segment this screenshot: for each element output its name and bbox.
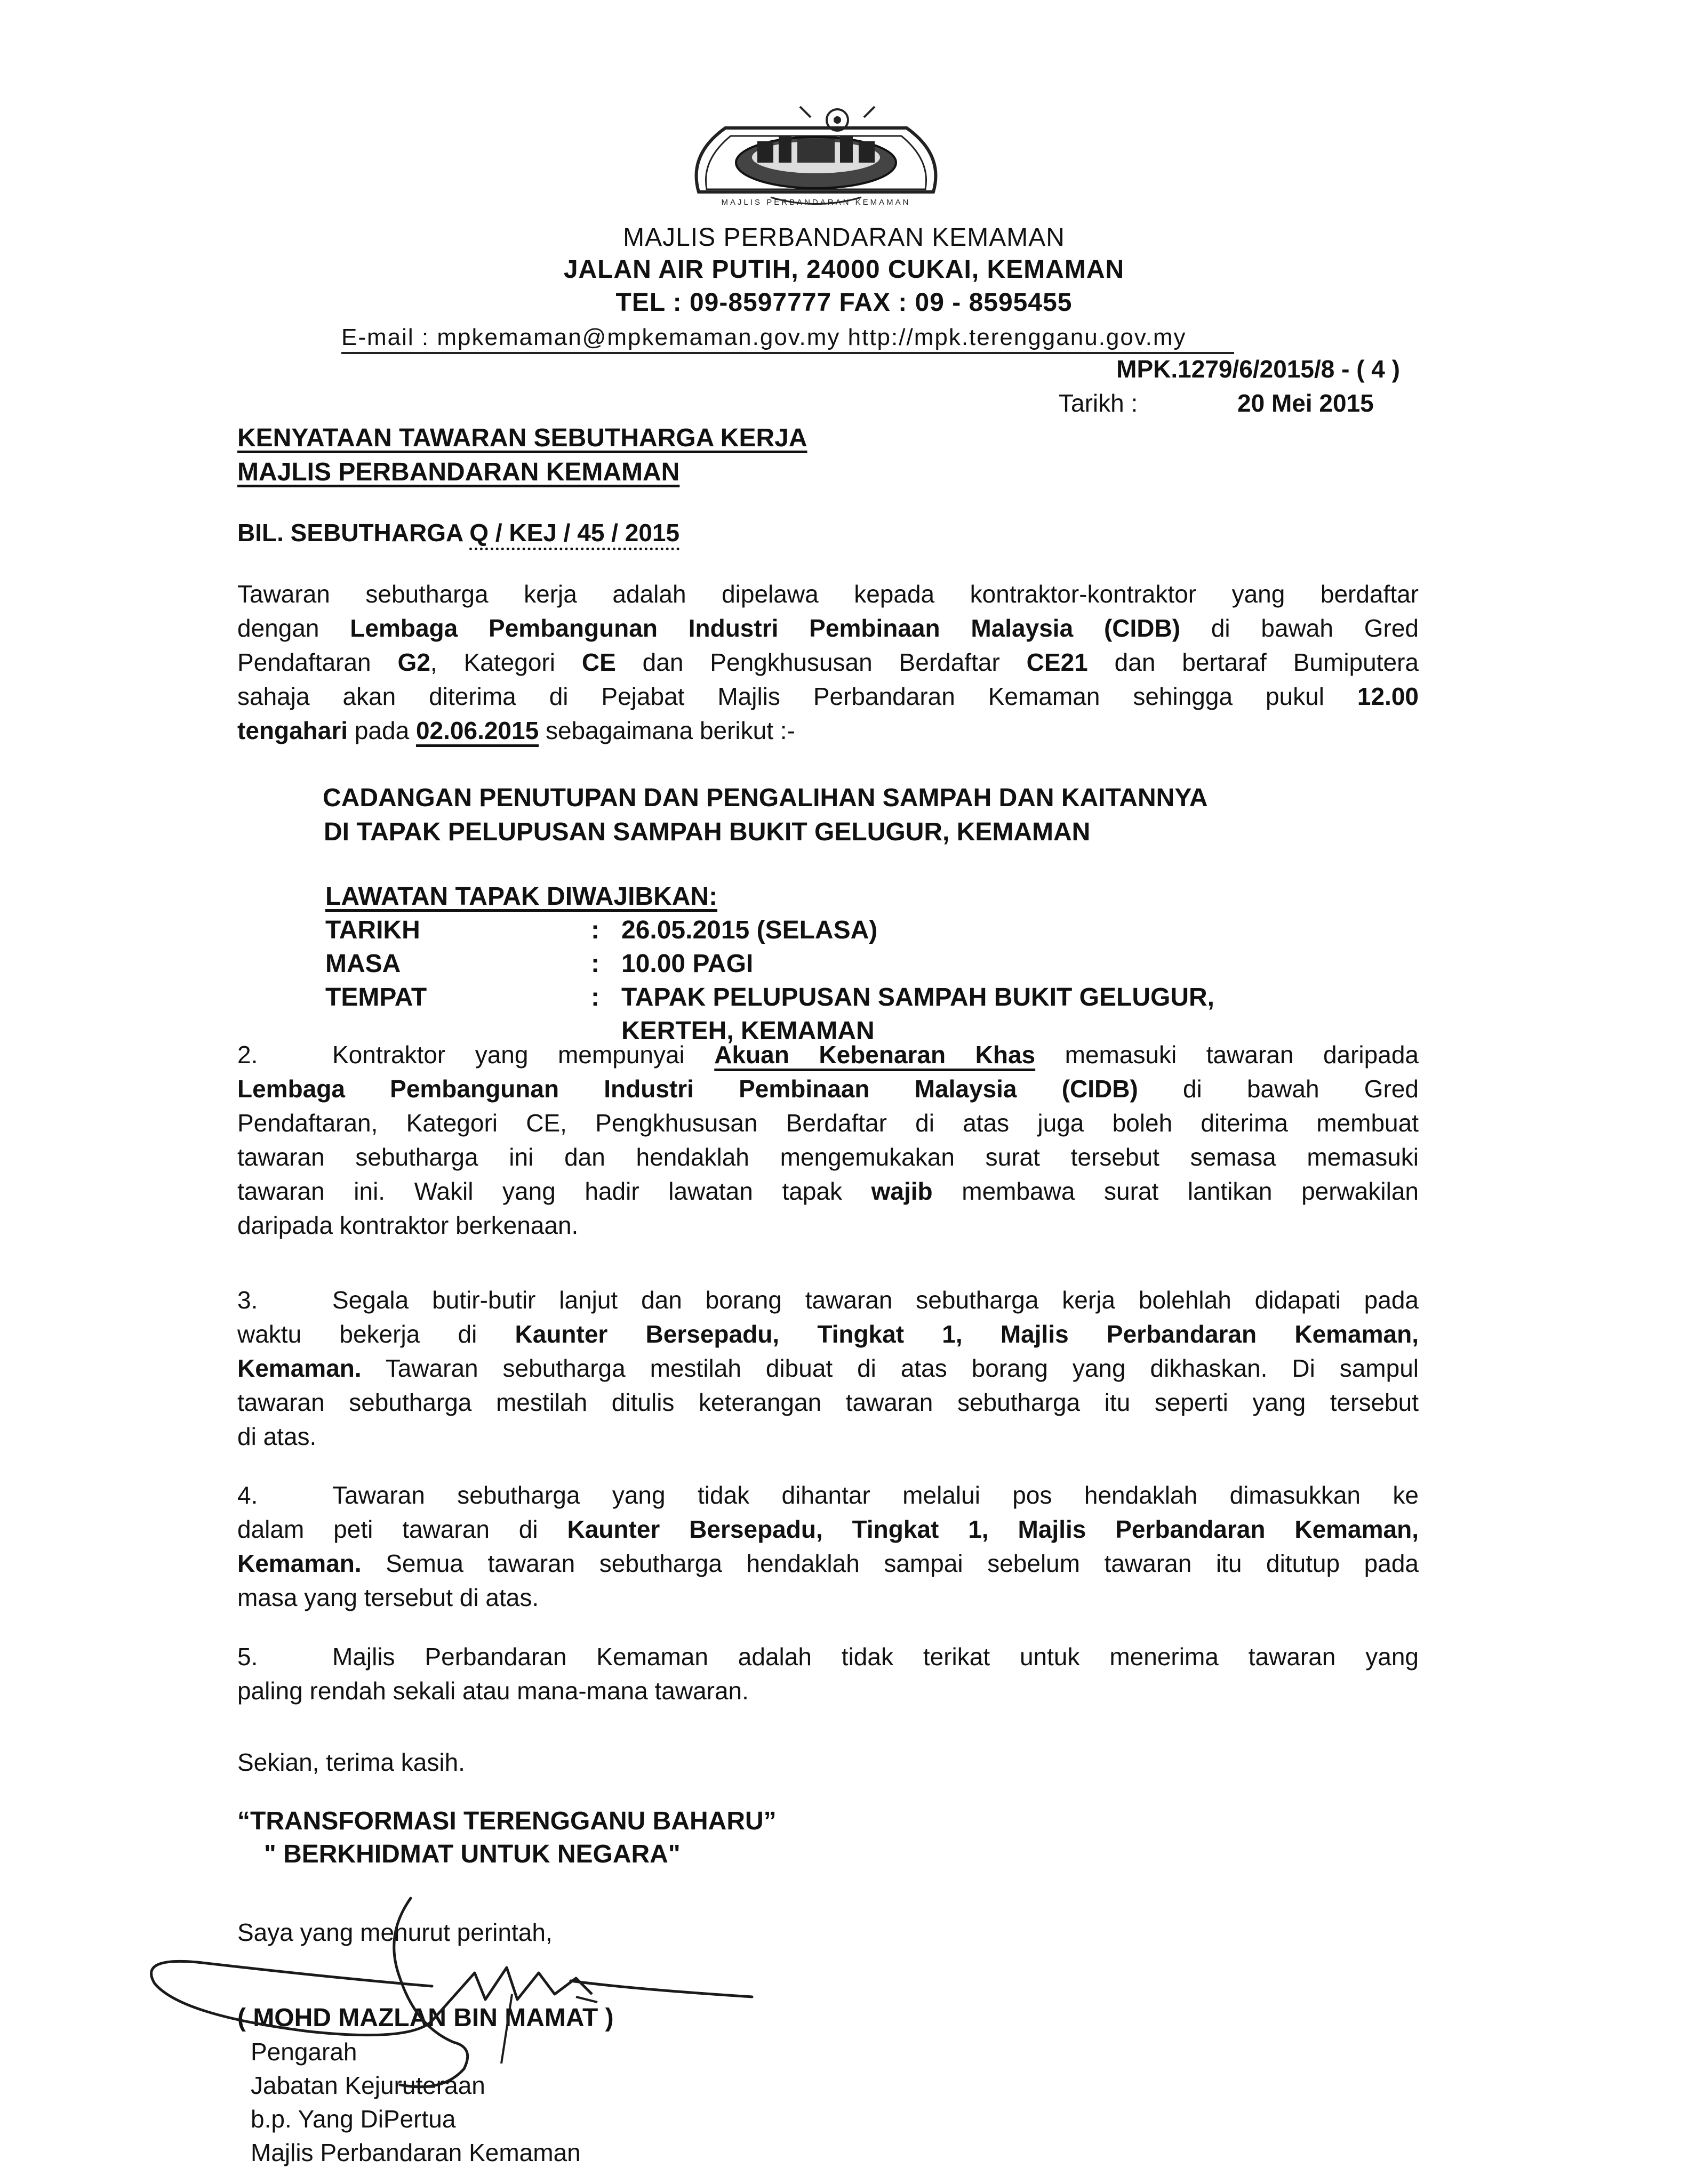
org-email-website[interactable]: E-mail : mpkemaman@mpkemaman.gov.my http://mpk.terengganu.gov.my: [341, 324, 1234, 354]
slogan: “TRANSFORMASI TERENGGANU BAHARU” " BERKHIDMAT UNTUK NEGARA": [237, 1807, 777, 1868]
date-value: 20 Mei 2015: [1237, 389, 1374, 417]
closing-line: Sekian, terima kasih.: [237, 1748, 465, 1776]
project-title: CADANGAN PENUTUPAN DAN PENGALIHAN SAMPAH DAN KAITANNYA DI TAPAK PELUPUSAN SAMPAH BUKIT GELUGUR, KEMAMAN: [323, 784, 1208, 846]
reference-number: MPK.1279/6/2015/8 - ( 4 ): [1116, 355, 1400, 383]
site-visit-title: LAWATAN TAPAK DIWAJIBKAN:: [325, 882, 718, 911]
paragraph-2: 2. Kontraktor yang mempunyai Akuan Kebenaran Khas memasuki tawaran daripada Lembaga Pembangunan Industri Pembinaan Malaysia (CIDB) di bawah Gred Pendaftaran, Kategori CE, Pengkhususan Berdaftar di atas juga boleh diterima membuat tawaran sebutharga ini dan hendaklah mengemukakan surat tersebut semasa memasuki tawaran ini. Wakil yang hadir lawatan tapak wajib membawa surat lantikan perwakilan daripada kontraktor berkenaan.: [237, 1041, 1419, 1239]
paragraph-4: 4. Tawaran sebutharga yang tidak dihantar melalui pos hendaklah dimasukkan ke dalam peti tawaran di Kaunter Bersepadu, Tingkat 1, Majlis Perbandaran Kemaman, Kemaman. Semua tawaran sebutharga hendaklah sampai sebelum tawaran itu ditutup pada masa yang tersebut di atas.: [237, 1481, 1419, 1611]
intro-paragraph: Tawaran sebutharga kerja adalah dipelawa kepada kontraktor-kontraktor yang berdaftar dengan Lembaga Pembangunan Industri Pembinaan Malaysia (CIDB) di bawah Gred Pendaftaran G2, Kategori CE dan Pengkhususan Berdaftar CE21 dan bertaraf Bumiputera sahaja akan diterima di Pejabat Majlis Perbandaran Kemaman sehingga pukul 12.00 tengahari pada 02.06.2015 sebagaimana berikut :-: [237, 580, 1419, 744]
org-address: JALAN AIR PUTIH, 24000 CUKAI, KEMAMAN: [563, 255, 1125, 284]
signer-name: ( MOHD MAZLAN BIN MAMAT ): [237, 2004, 614, 2032]
site-visit-place-continued: KERTEH, KEMAMAN: [621, 1017, 875, 1045]
notice-title: KENYATAAN TAWARAN SEBUTHARGA KERJA MAJLIS PERBANDARAN KEMAMAN: [237, 424, 807, 486]
handwritten-signature: [133, 1888, 773, 2101]
paragraph-3: 3. Segala butir-butir lanjut dan borang tawaran sebutharga kerja bolehlah didapati pada waktu bekerja di Kaunter Bersepadu, Tingkat 1, Majlis Perbandaran Kemaman, Kemaman. Tawaran sebutharga mestilah dibuat di atas borang yang dikhaskan. Di sampul tawaran sebutharga mestilah ditulis keterangan tawaran sebutharga itu seperti yang tersebut di atas.: [237, 1286, 1419, 1450]
svg-text:MAJLIS PERBANDARAN KEMAMAN: MAJLIS PERBANDARAN KEMAMAN: [721, 198, 911, 207]
site-visit-section: [325, 880, 1215, 1048]
org-name: MAJLIS PERBANDARAN KEMAMAN: [623, 223, 1065, 252]
signer-title: Pengarah Jabatan Kejuruteraan b.p. Yang DiPertua Majlis Perbandaran Kemaman: [251, 2038, 581, 2166]
site-visit-date-row: TARIKH : 26.05.2015 (SELASA): [325, 916, 878, 944]
quotation-number: BIL. SEBUTHARGA Q / KEJ / 45 / 2015: [237, 519, 680, 547]
site-visit-time-row: MASA : 10.00 PAGI: [325, 950, 754, 978]
date-label: Tarikh :: [1059, 389, 1138, 417]
order-line: Saya yang menurut perintah,: [237, 1918, 553, 1946]
site-visit-place-row: TEMPAT : TAPAK PELUPUSAN SAMPAH BUKIT GELUGUR,: [325, 983, 1215, 1011]
org-phone-fax: TEL : 09-8597777 FAX : 09 - 8595455: [615, 288, 1073, 317]
paragraph-5: 5. Majlis Perbandaran Kemaman adalah tidak terikat untuk menerima tawaran yang paling rendah sekali atau mana-mana tawaran.: [237, 1643, 1419, 1705]
council-crest-logo: [677, 91, 955, 213]
